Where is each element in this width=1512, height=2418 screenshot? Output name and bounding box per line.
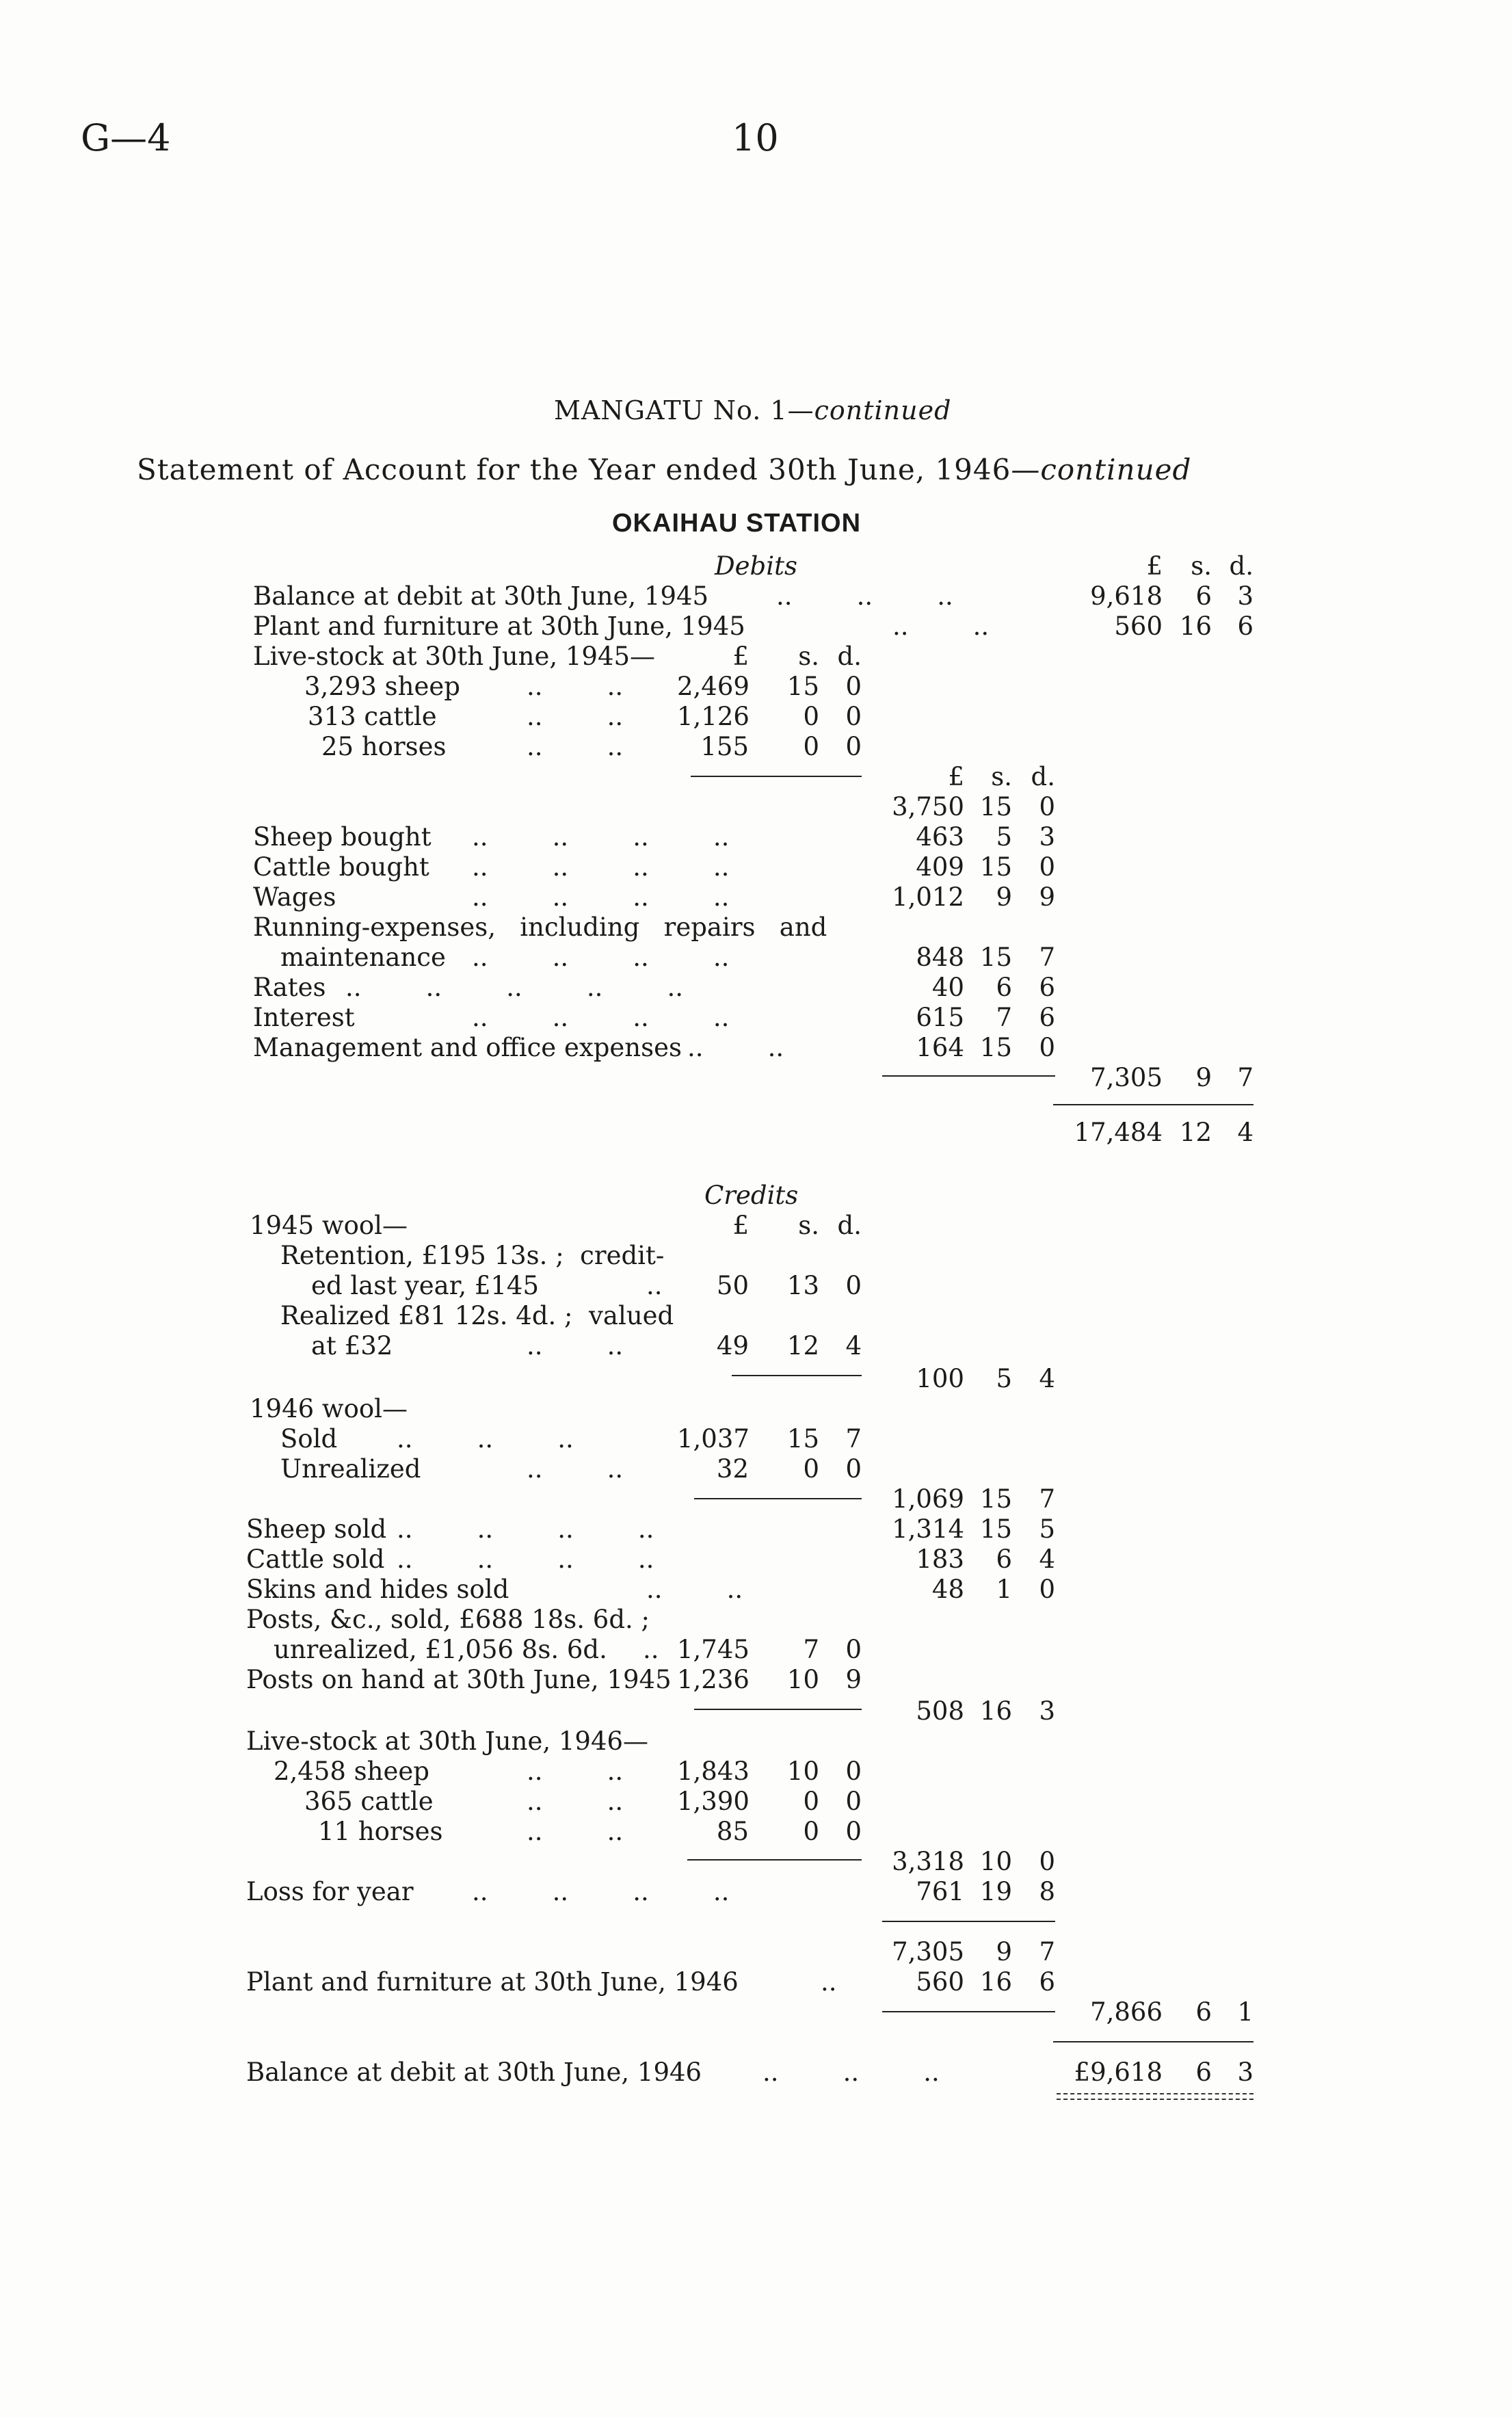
debit-livestock-heading: Live-stock at 30th June, 1945— xyxy=(253,642,656,671)
credits-subtotal-pounds: 7,305 xyxy=(892,1937,964,1967)
credit-text: Unrealized xyxy=(280,1454,421,1484)
subtotal-rule xyxy=(732,1375,862,1376)
amount-pence: 5 xyxy=(1039,1514,1055,1544)
amount-pounds: 48 xyxy=(931,1575,964,1604)
shilling-unit: s. xyxy=(991,762,1012,791)
amount-shillings: 9 xyxy=(996,882,1012,912)
livestock-label: 2,458 sheep xyxy=(274,1757,429,1786)
amount-pence: 3 xyxy=(1039,822,1055,852)
amount-pounds: 183 xyxy=(916,1545,964,1574)
amount-pounds: 1,745 xyxy=(677,1635,750,1664)
credit-balance-1946-label: Balance at debit at 30th June, 1946 xyxy=(246,2058,702,2087)
amount-shillings: 0 xyxy=(803,1817,819,1846)
amount-pounds: 1,037 xyxy=(677,1424,750,1454)
amount-pence: 0 xyxy=(845,1454,862,1484)
amount-pounds: 3,318 xyxy=(892,1847,964,1876)
amount-shillings: 1 xyxy=(996,1575,1012,1604)
leaders: .. .. .. .. xyxy=(397,1514,654,1544)
credit-plant-1946-label: Plant and furniture at 30th June, 1946 xyxy=(246,1967,739,1997)
page-number: 10 xyxy=(732,116,779,159)
credits-total-pounds: 7,866 xyxy=(1090,1997,1163,2027)
leaders: .. .. xyxy=(527,702,624,731)
pound-unit: £ xyxy=(1146,551,1163,581)
leaders: .. .. .. .. xyxy=(472,882,730,912)
amount-shillings: 10 xyxy=(786,1757,819,1786)
amount-pounds: 155 xyxy=(700,732,749,761)
amount-shillings: 7 xyxy=(803,1635,819,1664)
amount-pence: 7 xyxy=(1039,1937,1055,1967)
amount-pence: 4 xyxy=(1039,1545,1055,1574)
debit-item-label: Sheep bought xyxy=(253,822,432,852)
amount-pounds: 85 xyxy=(716,1817,749,1846)
credit-item-label: Cattle sold xyxy=(246,1545,385,1574)
subtotal-rule xyxy=(882,2011,1055,2012)
amount-pence: 4 xyxy=(845,1331,862,1361)
amount-pence: 0 xyxy=(845,1635,862,1664)
amount-pounds: 761 xyxy=(916,1877,964,1906)
credit-text: ed last year, £145 xyxy=(311,1271,540,1300)
amount-shillings: 9 xyxy=(996,1937,1012,1967)
amount-pence: 0 xyxy=(1039,1033,1055,1062)
livestock-label: 11 horses xyxy=(318,1817,443,1846)
debit-item-label: Rates xyxy=(253,973,326,1002)
amount-pence: 6 xyxy=(1237,612,1254,641)
subtotal-rule xyxy=(882,1075,1055,1077)
amount-pounds: 9,618 xyxy=(1090,581,1163,611)
debit-item-label: Wages xyxy=(253,882,336,912)
amount-pounds: 3,750 xyxy=(892,792,964,822)
amount-pence: 4 xyxy=(1039,1364,1055,1393)
leaders: .. .. .. .. .. xyxy=(345,973,683,1002)
credit-posts-on-hand-label: Posts on hand at 30th June, 1945 xyxy=(246,1665,672,1694)
amount-pence: 0 xyxy=(1039,1575,1055,1604)
amount-shillings: 5 xyxy=(996,822,1012,852)
amount-pounds: 49 xyxy=(716,1331,749,1361)
amount-pounds: 2,469 xyxy=(677,672,750,701)
credit-posts-text: Posts, &c., sold, £688 18s. 6d. ; xyxy=(246,1605,650,1634)
amount-shillings: 6 xyxy=(1195,581,1212,611)
amount-pounds: 1,012 xyxy=(892,882,964,912)
amount-pence: 4 xyxy=(1237,1118,1254,1147)
amount-pounds: 1,843 xyxy=(677,1757,750,1786)
station-name: OKAIHAU STATION xyxy=(612,509,862,538)
amount-pence: 1 xyxy=(1237,1997,1254,2027)
leaders: .. .. xyxy=(892,612,990,641)
subtotal-rule xyxy=(691,776,862,777)
credit-posts-text: unrealized, £1,056 8s. 6d. xyxy=(274,1635,607,1664)
amount-pence: 9 xyxy=(1039,882,1055,912)
debits-heading: Debits xyxy=(715,551,797,581)
amount-pence: 0 xyxy=(845,1817,862,1846)
debit-item-label: Cattle bought xyxy=(253,852,429,882)
amount-pence: 0 xyxy=(845,1757,862,1786)
amount-pounds: 100 xyxy=(916,1364,964,1393)
amount-shillings: 0 xyxy=(803,1787,819,1816)
leaders: .. .. xyxy=(527,1331,624,1361)
amount-shillings: 15 xyxy=(979,1484,1012,1514)
leaders: .. .. .. xyxy=(397,1424,574,1454)
document-title: MANGATU No. 1—continued xyxy=(554,395,952,425)
subtotal-rule xyxy=(694,1709,862,1710)
amount-shillings: 15 xyxy=(786,672,819,701)
debit-item-label: Running-expenses, including repairs and xyxy=(253,912,827,942)
amount-shillings: 9 xyxy=(1195,1063,1212,1092)
amount-pence: 0 xyxy=(845,1787,862,1816)
amount-pounds: 32 xyxy=(716,1454,749,1484)
amount-pounds: 560 xyxy=(1114,612,1163,641)
leaders: .. xyxy=(643,1635,659,1664)
leaders: .. .. .. xyxy=(762,2058,940,2087)
amount-pounds: 40 xyxy=(931,973,964,1002)
leaders: .. .. .. .. xyxy=(472,943,730,972)
pound-unit: £ xyxy=(948,762,964,791)
amount-pounds: 1,390 xyxy=(677,1787,750,1816)
amount-shillings: 0 xyxy=(803,702,819,731)
credit-loss-label: Loss for year xyxy=(246,1877,414,1906)
amount-pence: 0 xyxy=(845,702,862,731)
amount-shillings: 12 xyxy=(1179,1118,1212,1147)
amount-shillings: 0 xyxy=(803,1454,819,1484)
subtotal-rule xyxy=(882,1921,1055,1922)
double-total-rule xyxy=(1057,2093,1254,2100)
credit-item-label: Skins and hides sold xyxy=(246,1575,509,1604)
leaders: .. .. .. .. xyxy=(472,1003,730,1032)
amount-shillings: 15 xyxy=(979,943,1012,972)
amount-pence: 0 xyxy=(1039,792,1055,822)
leaders: .. xyxy=(646,1271,663,1300)
credit-item-label: Sheep sold xyxy=(246,1514,387,1544)
credit-wool-1946-heading: 1946 wool— xyxy=(250,1394,408,1423)
amount-pounds: 560 xyxy=(916,1967,964,1997)
leaders: .. .. .. .. xyxy=(397,1545,654,1574)
amount-pounds: 508 xyxy=(916,1696,964,1726)
amount-shillings: 15 xyxy=(979,1033,1012,1062)
amount-shillings: 10 xyxy=(786,1665,819,1694)
subtotal-rule xyxy=(694,1498,862,1499)
amount-shillings: 15 xyxy=(979,792,1012,822)
amount-pounds: 164 xyxy=(916,1033,964,1062)
amount-shillings: 6 xyxy=(996,973,1012,1002)
credit-wool-1945-heading: 1945 wool— xyxy=(250,1211,408,1240)
subtotal-rule xyxy=(687,1859,862,1861)
amount-shillings: 13 xyxy=(786,1271,819,1300)
closing-balance-pounds: £9,618 xyxy=(1074,2058,1163,2087)
amount-pence: 3 xyxy=(1237,581,1254,611)
amount-shillings: 10 xyxy=(979,1847,1012,1876)
amount-shillings: 16 xyxy=(979,1967,1012,1997)
amount-pence: 0 xyxy=(845,1271,862,1300)
amount-shillings: 19 xyxy=(979,1877,1012,1906)
livestock-label: 313 cattle xyxy=(308,702,437,731)
leaders: .. .. xyxy=(646,1575,743,1604)
amount-shillings: 15 xyxy=(979,852,1012,882)
shilling-unit: s. xyxy=(798,1211,819,1240)
amount-pounds: 1,069 xyxy=(892,1484,964,1514)
amount-shillings: 6 xyxy=(996,1545,1012,1574)
amount-pence: 9 xyxy=(845,1665,862,1694)
amount-pounds: 615 xyxy=(916,1003,964,1032)
amount-pence: 8 xyxy=(1039,1877,1055,1906)
amount-pence: 0 xyxy=(845,672,862,701)
leaders: .. .. xyxy=(527,672,624,701)
amount-pounds: 848 xyxy=(916,943,964,972)
amount-shillings: 15 xyxy=(979,1514,1012,1544)
statement-title: Statement of Account for the Year ended 30th June, 1946—continued xyxy=(137,453,1192,486)
debits-subtotal-pounds: 7,305 xyxy=(1090,1063,1163,1092)
amount-pounds: 463 xyxy=(916,822,964,852)
leaders: .. .. xyxy=(527,1787,624,1816)
credit-text: Retention, £195 13s. ; credit- xyxy=(280,1241,665,1270)
amount-shillings: 5 xyxy=(996,1364,1012,1393)
debit-item-label: Management and office expenses xyxy=(253,1033,682,1062)
amount-pence: 7 xyxy=(845,1424,862,1454)
leaders: .. .. .. xyxy=(776,581,953,611)
amount-pence: 6 xyxy=(1039,973,1055,1002)
amount-shillings: 6 xyxy=(1195,2058,1212,2087)
leaders: .. .. xyxy=(527,1454,624,1484)
amount-pence: 6 xyxy=(1039,1003,1055,1032)
livestock-label: 365 cattle xyxy=(304,1787,434,1816)
credit-text: at £32 xyxy=(311,1331,393,1361)
credit-text: Realized £81 12s. 4d. ; valued xyxy=(280,1301,674,1330)
credit-livestock-heading: Live-stock at 30th June, 1946— xyxy=(246,1726,649,1756)
leaders: .. .. xyxy=(527,732,624,761)
amount-pence: 6 xyxy=(1039,1967,1055,1997)
leaders: .. .. xyxy=(527,1817,624,1846)
debit-item-label: Interest xyxy=(253,1003,355,1032)
credit-text: Sold xyxy=(280,1424,338,1454)
amount-shillings: 6 xyxy=(1195,1997,1212,2027)
leaders: .. .. .. .. xyxy=(472,852,730,882)
pence-unit: d. xyxy=(837,1211,862,1240)
amount-pounds: 1,126 xyxy=(677,702,750,731)
amount-pence: 7 xyxy=(1039,1484,1055,1514)
leaders: .. .. .. .. xyxy=(472,1877,730,1906)
pence-unit: d. xyxy=(1229,551,1254,581)
amount-shillings: 7 xyxy=(996,1003,1012,1032)
amount-pounds: 50 xyxy=(716,1271,749,1300)
debit-balance-1945-label: Balance at debit at 30th June, 1945 xyxy=(253,581,709,611)
leaders: .. .. xyxy=(527,1757,624,1786)
livestock-label: 3,293 sheep xyxy=(304,672,460,701)
pence-unit: d. xyxy=(837,642,862,671)
amount-shillings: 16 xyxy=(979,1696,1012,1726)
amount-pence: 7 xyxy=(1237,1063,1254,1092)
leaders: .. .. .. .. xyxy=(472,822,730,852)
amount-pence: 0 xyxy=(1039,1847,1055,1876)
amount-pence: 7 xyxy=(1039,943,1055,972)
leaders: .. xyxy=(821,1967,837,1997)
amount-pence: 3 xyxy=(1039,1696,1055,1726)
amount-pence: 3 xyxy=(1237,2058,1254,2087)
debit-plant-1945-label: Plant and furniture at 30th June, 1945 xyxy=(253,612,745,641)
total-rule xyxy=(1053,1104,1254,1105)
shilling-unit: s. xyxy=(1191,551,1212,581)
pound-unit: £ xyxy=(732,1211,749,1240)
credits-heading: Credits xyxy=(704,1181,799,1210)
livestock-label: 25 horses xyxy=(321,732,447,761)
amount-shillings: 15 xyxy=(786,1424,819,1454)
amount-pounds: 1,314 xyxy=(892,1514,964,1544)
pound-unit: £ xyxy=(732,642,749,671)
pence-unit: d. xyxy=(1031,762,1055,791)
shilling-unit: s. xyxy=(798,642,819,671)
debit-item-label: maintenance xyxy=(280,943,446,972)
amount-pence: 0 xyxy=(1039,852,1055,882)
amount-pence: 0 xyxy=(845,732,862,761)
document-code: G—4 xyxy=(81,116,171,159)
amount-shillings: 0 xyxy=(803,732,819,761)
leaders: .. .. xyxy=(687,1033,784,1062)
amount-shillings: 16 xyxy=(1179,612,1212,641)
total-rule xyxy=(1053,2041,1254,2042)
amount-shillings: 12 xyxy=(786,1331,819,1361)
amount-pounds: 409 xyxy=(916,852,964,882)
amount-pounds: 1,236 xyxy=(677,1665,750,1694)
debits-total-pounds: 17,484 xyxy=(1074,1118,1163,1147)
